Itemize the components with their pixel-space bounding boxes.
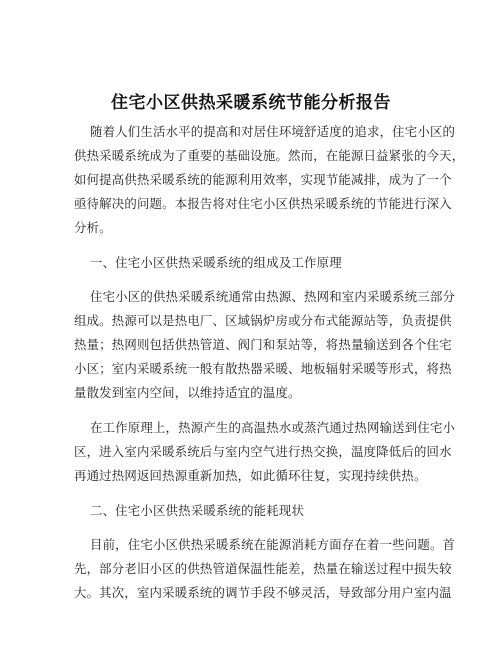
paragraph-line: 亟待解决的问题。本报告将对住宅小区供热采暖系统的节能进行深入	[74, 196, 452, 211]
paragraph-line: 随着人们生活水平的提高和对居住环境舒适度的追求，住宅小区的	[90, 124, 456, 139]
paragraph-line: 住宅小区的供热采暖系统通常由热源、热网和室内采暖系统三部分	[90, 289, 456, 304]
document-title: 住宅小区供热采暖系统节能分析报告	[111, 93, 391, 113]
paragraph-line: 再通过热网返回热源重新加热，如此循环往复，实现持续供热。	[74, 468, 427, 483]
paragraph-line: 大。其次，室内采暖系统的调节手段不够灵活，导致部分用户室内温	[74, 585, 452, 600]
section-heading: 二、住宅小区供热采暖系统的能耗现状	[90, 503, 305, 518]
paragraph-line: 热量；热网则包括供热管道、阀门和泵站等，将热量输送到各个住宅	[74, 337, 452, 352]
paragraph-line: 分析。	[74, 220, 112, 235]
paragraph-line: 组成。热源可以是热电厂、区域锅炉房或分布式能源站等，负责提供	[74, 313, 452, 328]
paragraph-line: 区，进入室内采暖系统后与室内空气进行热交换，温度降低后的回水	[74, 444, 452, 459]
section-heading: 一、住宅小区供热采暖系统的组成及工作原理	[90, 255, 342, 270]
paragraph-line: 小区；室内采暖系统一般有散热器采暖、地板辐射采暖等形式，将热	[74, 361, 452, 376]
paragraph-line: 供热采暖系统成为了重要的基础设施。然而，在能源日益紧张的今天，	[74, 148, 465, 163]
paragraph-line: 如何提高供热采暖系统的能源利用效率，实现节能减排，成为了一个	[74, 172, 452, 187]
paragraph-line: 量散发到室内空间，以维持适宜的温度。	[74, 385, 301, 400]
paragraph-line: 目前，住宅小区供热采暖系统在能源消耗方面存在着一些问题。首	[90, 537, 456, 552]
paragraph-line: 在工作原理上，热源产生的高温热水或蒸汽通过热网输送到住宅小	[90, 420, 456, 435]
paragraph-line: 先，部分老旧小区的供热管道保温性能差，热量在输送过程中损失较	[74, 561, 452, 576]
